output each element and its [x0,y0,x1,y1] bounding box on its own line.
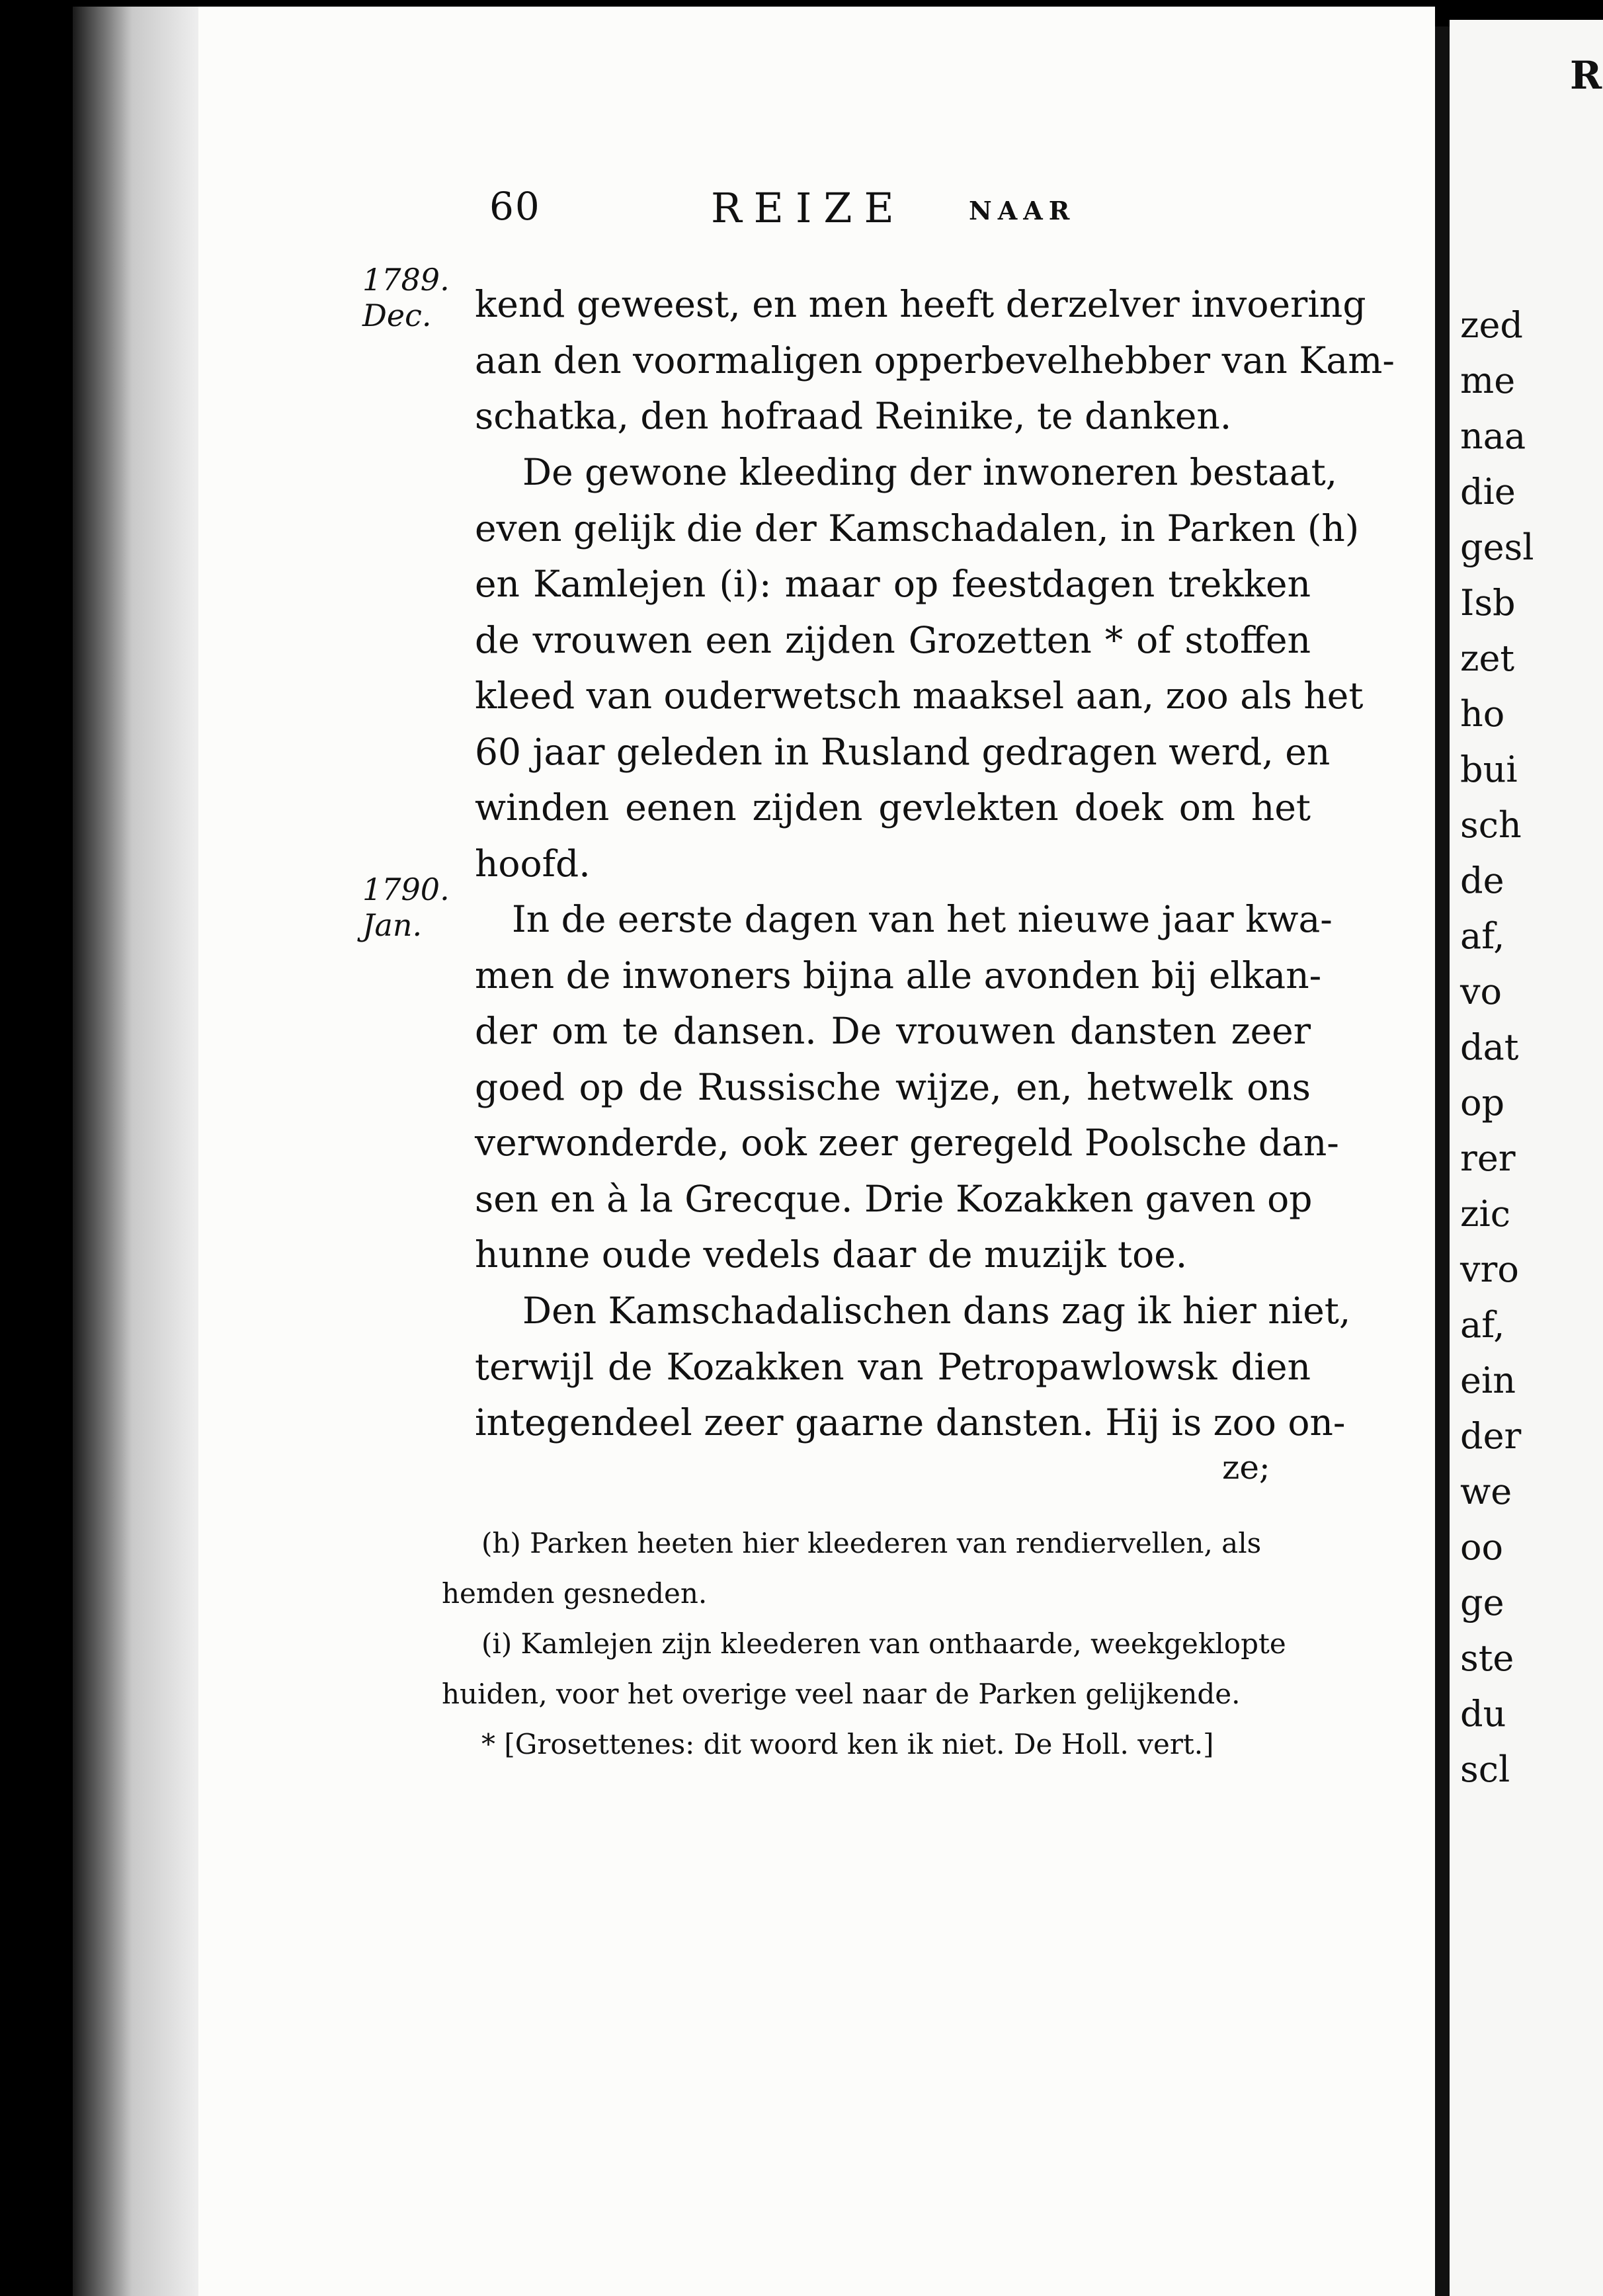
footnote-i-continued: huiden, voor het overige veel naar de Parken gelijkende. [442,1678,1241,1710]
margin-year: 1790. [362,872,450,907]
running-subtitle: NAAR [969,196,1076,226]
text-line: sen en à la Grecque. Drie Kozakken gaven op [475,1177,1313,1220]
facing-page-fragments [1450,298,1534,1797]
facing-fragment: naa [1460,415,1526,457]
paragraph-3 [475,891,1339,1283]
text-line: aan den voormaligen opperbevelhebber van Kam- [475,339,1395,382]
margin-year: 1789. [362,262,450,298]
facing-fragment: af, [1460,915,1505,957]
text-line: de vrouwen een zijden Grozetten * of stoffen [475,618,1311,661]
text-line: Den Kamschadalischen dans zag ik hier niet, [522,1290,1351,1332]
facing-fragment: ho [1460,693,1505,735]
facing-fragment: vro [1460,1249,1519,1290]
footnotes [442,1518,1286,1770]
facing-fragment: ste [1460,1637,1514,1679]
text-line: In de eerste dagen van het nieuwe jaar kwa- [512,898,1333,940]
text-line: De gewone kleeding der inwoneren bestaat, [522,451,1338,493]
facing-header-fragment: R [1570,53,1602,98]
facing-fragment: oo [1460,1526,1504,1568]
facing-fragment: die [1460,471,1516,512]
facing-fragment: me [1460,360,1516,401]
paragraph-2 [475,444,1364,891]
facing-fragment: zic [1460,1193,1510,1235]
footnote-h-continued: hemden gesneden. [442,1577,708,1610]
facing-fragment: we [1460,1471,1512,1512]
facing-fragment: gesl [1460,526,1534,568]
text-line: hunne oude vedels daar de muzijk toe. [475,1233,1188,1276]
margin-month: Dec. [362,298,432,333]
text-line: integendeel zeer gaarne dansten. Hij is zoo on- [475,1401,1346,1444]
text-line: der om te dansen. De vrouwen dansten zeer [475,1010,1311,1052]
text-line: goed op de Russische wijze, en, hetwelk ons [475,1065,1311,1108]
facing-fragment: Isb [1460,582,1516,624]
facing-fragment: rer [1460,1137,1516,1179]
text-line: kend geweest, en men heeft derzelver invoering [475,283,1366,325]
facing-fragment: af, [1460,1304,1505,1346]
facing-fragment: vo [1460,971,1502,1012]
margin-date-1790 [362,872,468,943]
page-number: 60 [489,184,541,229]
catchword: ze; [1222,1448,1270,1487]
page-gutter [1435,26,1450,2296]
paragraph-1 [475,276,1395,444]
text-line: hoofd. [475,842,591,885]
text-line: en Kamlejen (i): maar op feestdagen trekken [475,563,1311,605]
facing-fragment: dat [1460,1026,1519,1068]
paragraph-4 [475,1283,1351,1451]
facing-fragment: de [1460,860,1504,901]
text-line: schatka, den hofraad Reinike, te danken. [475,395,1232,437]
facing-fragment: sch [1460,804,1522,846]
facing-fragment: zed [1460,304,1523,346]
facing-fragment: bui [1460,749,1518,790]
facing-fragment: scl [1460,1748,1510,1790]
text-line: men de inwoners bijna alle avonden bij elkan- [475,954,1322,997]
text-line: kleed van ouderwetsch maaksel aan, zoo als het [475,675,1364,717]
running-title: REIZE [711,184,906,232]
text-line: even gelijk die der Kamschadalen, in Parken (h) [475,507,1360,550]
facing-fragment: der [1460,1415,1522,1457]
book-spine-edge [73,7,205,2296]
facing-fragment: op [1460,1082,1505,1124]
text-line: 60 jaar geleden in Rusland gedragen werd, en [475,730,1331,773]
running-header [489,184,1111,243]
footnote-star: * [Grosettenes: dit woord ken ik niet. De Holl. vert.] [481,1728,1214,1760]
text-line: terwijl de Kozakken van Petropawlowsk dien [475,1345,1311,1388]
facing-fragment: du [1460,1693,1506,1735]
margin-month: Jan. [362,907,423,943]
margin-date-1789 [362,262,468,333]
facing-fragment: ge [1460,1582,1504,1623]
text-line: winden eenen zijden gevlekten doek om het [475,786,1311,829]
text-line: verwonderde, ook zeer geregeld Poolsche dan- [475,1122,1339,1164]
footnote-h: (h) Parken heeten hier kleederen van rendiervellen, als [481,1527,1262,1559]
facing-page [1450,20,1603,2296]
facing-fragment: ein [1460,1360,1516,1401]
facing-fragment: zet [1460,637,1515,679]
footnote-i: (i) Kamlejen zijn kleederen van onthaarde, weekgeklopte [481,1627,1286,1660]
